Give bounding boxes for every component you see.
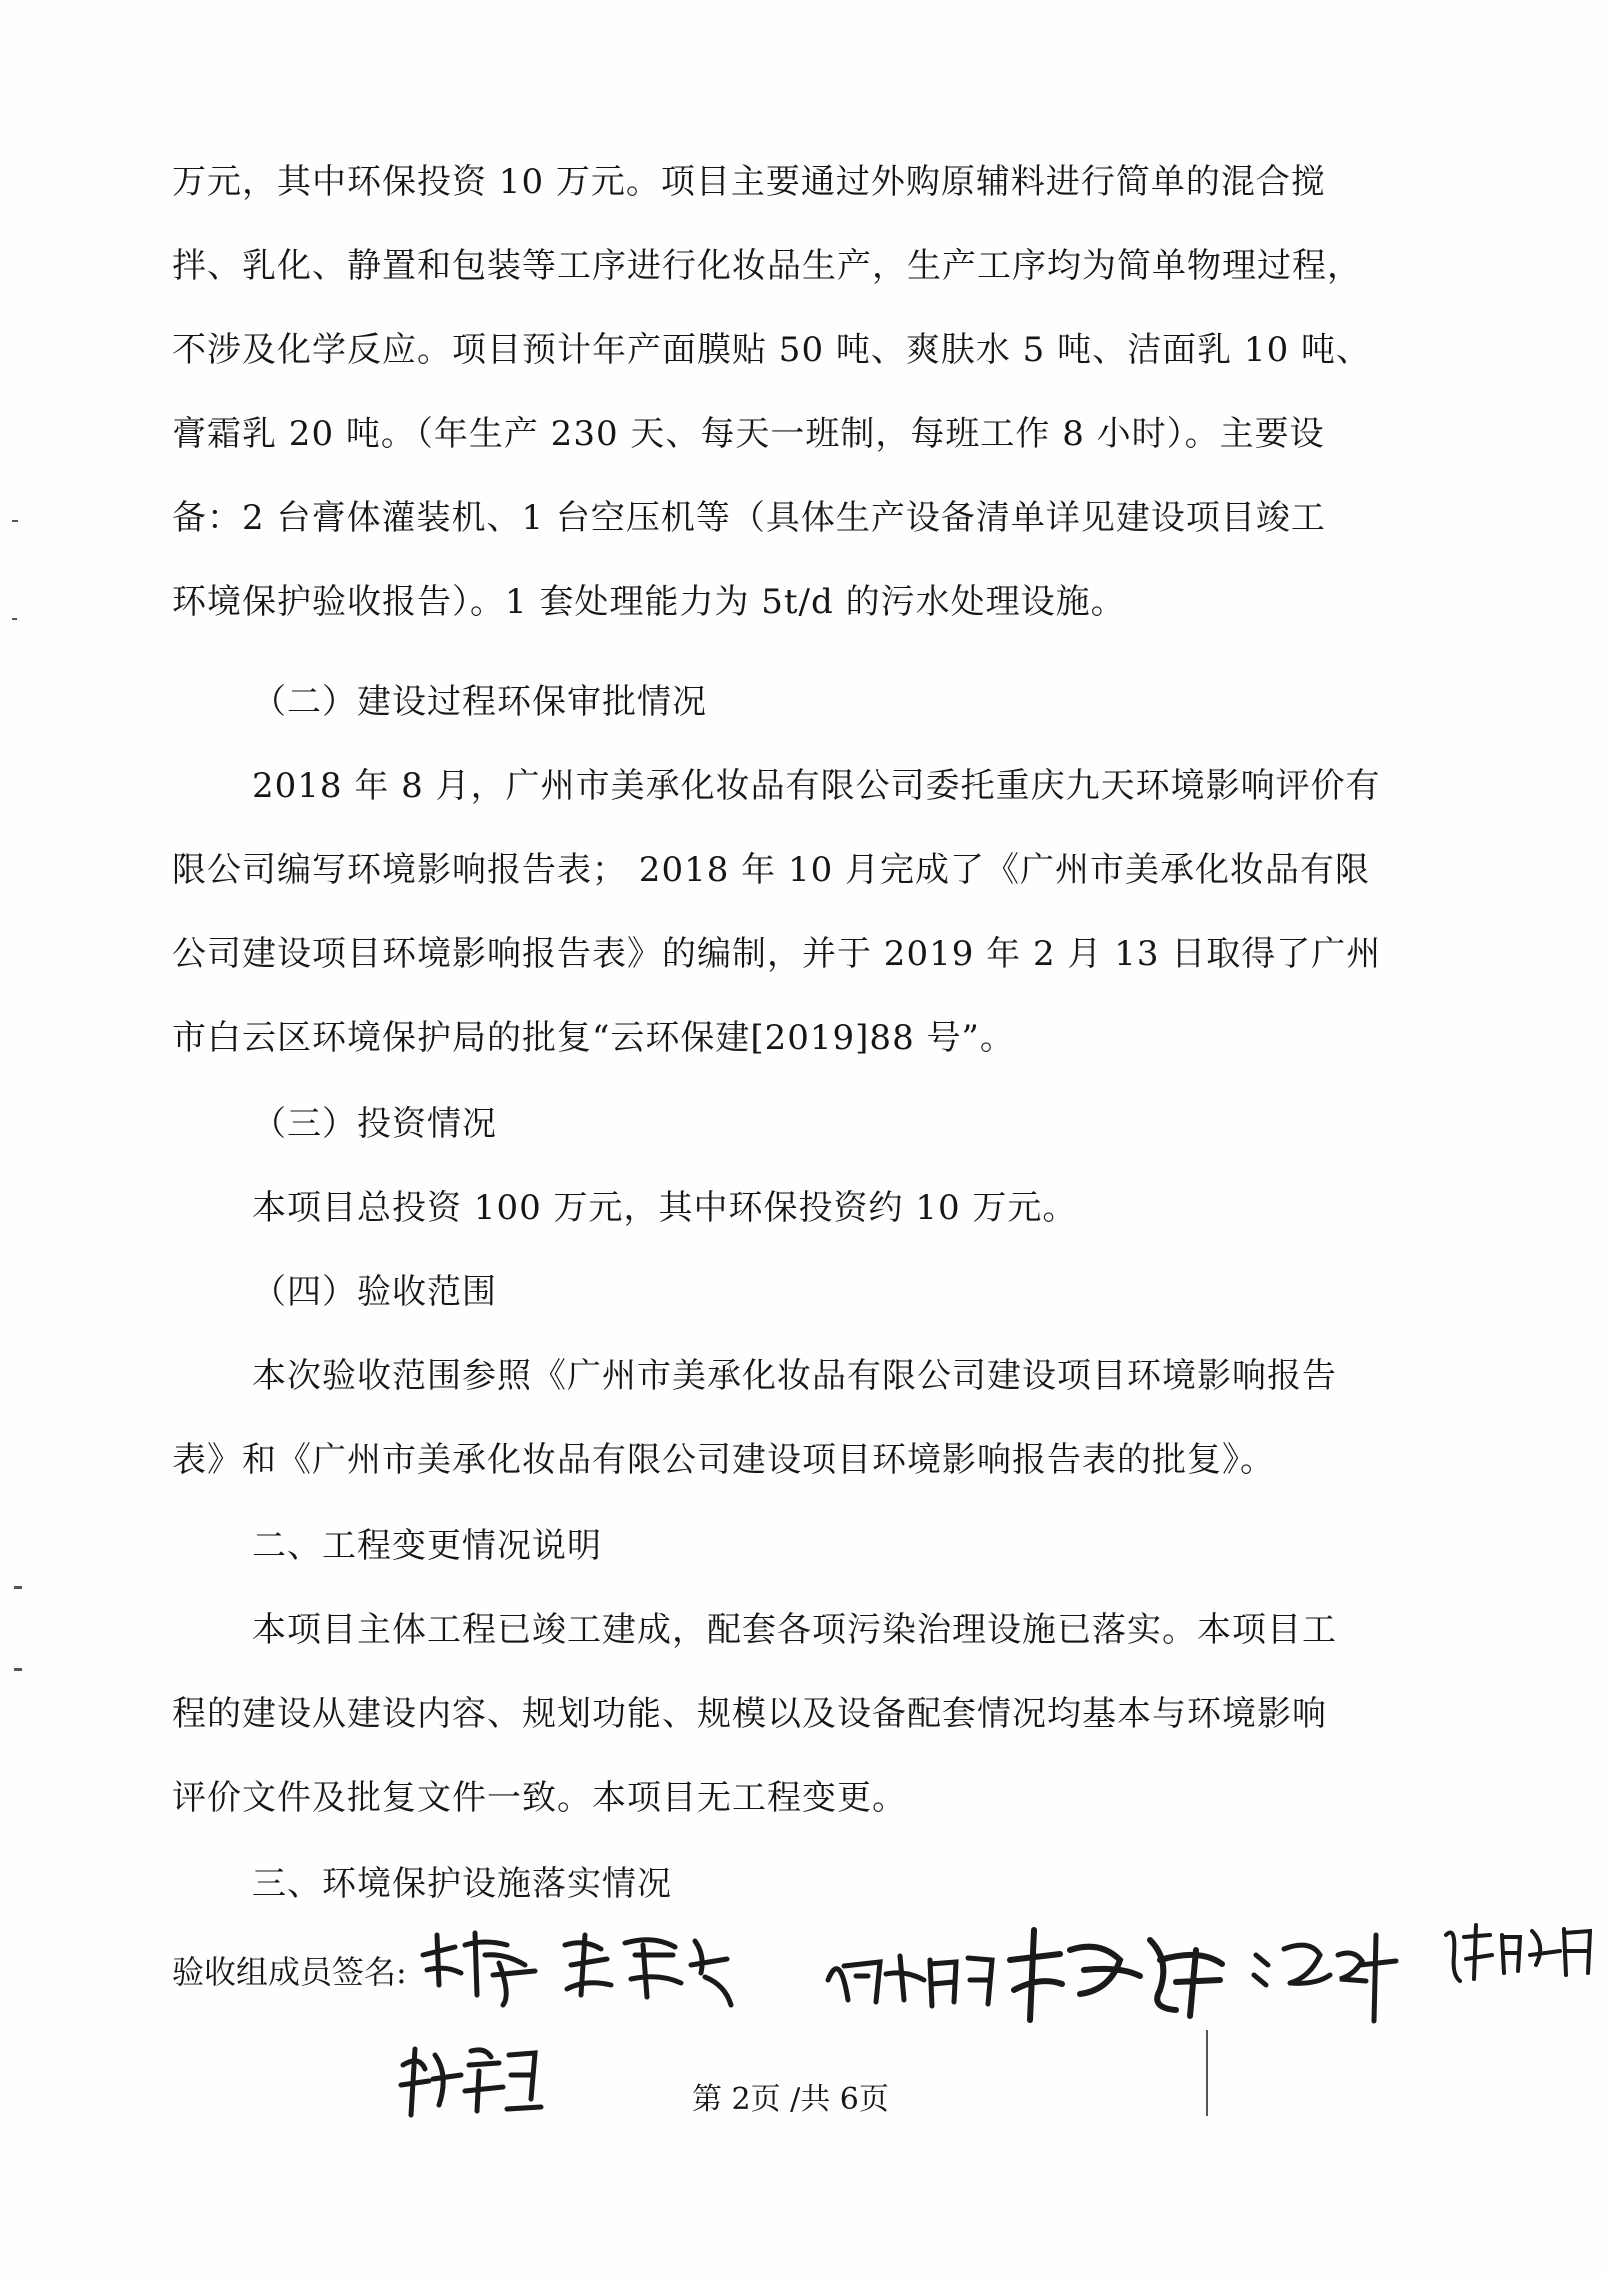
paragraph-line: 市白云区环境保护局的批复“云环保建[2019]88 号”。: [172, 1018, 1015, 1058]
section-heading: （三）投资情况: [252, 1104, 497, 1144]
section-heading: （二）建设过程环保审批情况: [252, 682, 707, 722]
signature-xi-li: [415, 1925, 545, 2015]
paragraph-line: 2018 年 8 月，广州市美承化妆品有限公司委托重庆九天环境影响评价有: [252, 766, 1381, 806]
scan-artifact: [14, 1668, 22, 1671]
signature-zhang-hong-lou: [395, 2035, 545, 2125]
section-heading: 三、环境保护设施落实情况: [252, 1864, 672, 1904]
scan-artifact: [14, 1586, 22, 1589]
paragraph-line: 评价文件及批复文件一致。本项目无工程变更。: [172, 1778, 907, 1818]
paragraph-line: 环境保护验收报告）。1 套处理能力为 5t/d 的污水处理设施。: [172, 582, 1126, 622]
paragraph-line: 备：2 台膏体灌装机、1 台空压机等（具体生产设备清单详见建设项目竣工: [172, 498, 1326, 538]
paragraph-line: 万元，其中环保投资 10 万元。项目主要通过外购原辅料进行简单的混合搅: [172, 162, 1326, 202]
paragraph-line: 本项目主体工程已竣工建成，配套各项污染治理设施已落实。本项目工: [252, 1610, 1337, 1650]
paragraph-line: 本次验收范围参照《广州市美承化妆品有限公司建设项目环境影响报告: [252, 1356, 1337, 1396]
scan-artifact: [12, 520, 18, 522]
signature-yang-ming-wei: [1000, 1920, 1230, 2030]
signature-feng-qiang: [1250, 1925, 1400, 2025]
section-heading: 二、工程变更情况说明: [252, 1526, 602, 1566]
paragraph-line: 限公司编写环境影响报告表； 2018 年 10 月完成了《广州市美承化妆品有限: [172, 850, 1371, 890]
paragraph-line: 公司建设项目环境影响报告表》的编制，并于 2019 年 2 月 13 日取得了广州: [172, 934, 1382, 974]
signature-liang-zhong-qiang: [555, 1925, 735, 2015]
paragraph-line: 程的建设从建设内容、规划功能、规模以及设备配套情况均基本与环境影响: [172, 1694, 1327, 1734]
scan-artifact: [12, 618, 17, 620]
section-heading: （四）验收范围: [252, 1272, 497, 1312]
scan-artifact: [1206, 2030, 1208, 2116]
signature-he-guang-ming: [820, 1940, 1000, 2020]
signature-chen-xiao-peng: [1440, 1915, 1600, 1995]
page-number: 第 2页 /共 6页: [692, 2082, 889, 2117]
paragraph-line: 本项目总投资 100 万元，其中环保投资约 10 万元。: [252, 1188, 1078, 1228]
paragraph-line: 不涉及化学反应。项目预计年产面膜贴 50 吨、爽肤水 5 吨、洁面乳 10 吨、: [172, 330, 1372, 370]
signature-label: 验收组成员签名:: [172, 1953, 407, 1991]
paragraph-line: 膏霜乳 20 吨。（年生产 230 天、每天一班制，每班工作 8 小时）。主要设: [172, 414, 1325, 454]
paragraph-line: 表》和《广州市美承化妆品有限公司建设项目环境影响报告表的批复》。: [172, 1440, 1275, 1480]
paragraph-line: 拌、乳化、静置和包装等工序进行化妆品生产，生产工序均为简单物理过程，: [172, 246, 1362, 286]
